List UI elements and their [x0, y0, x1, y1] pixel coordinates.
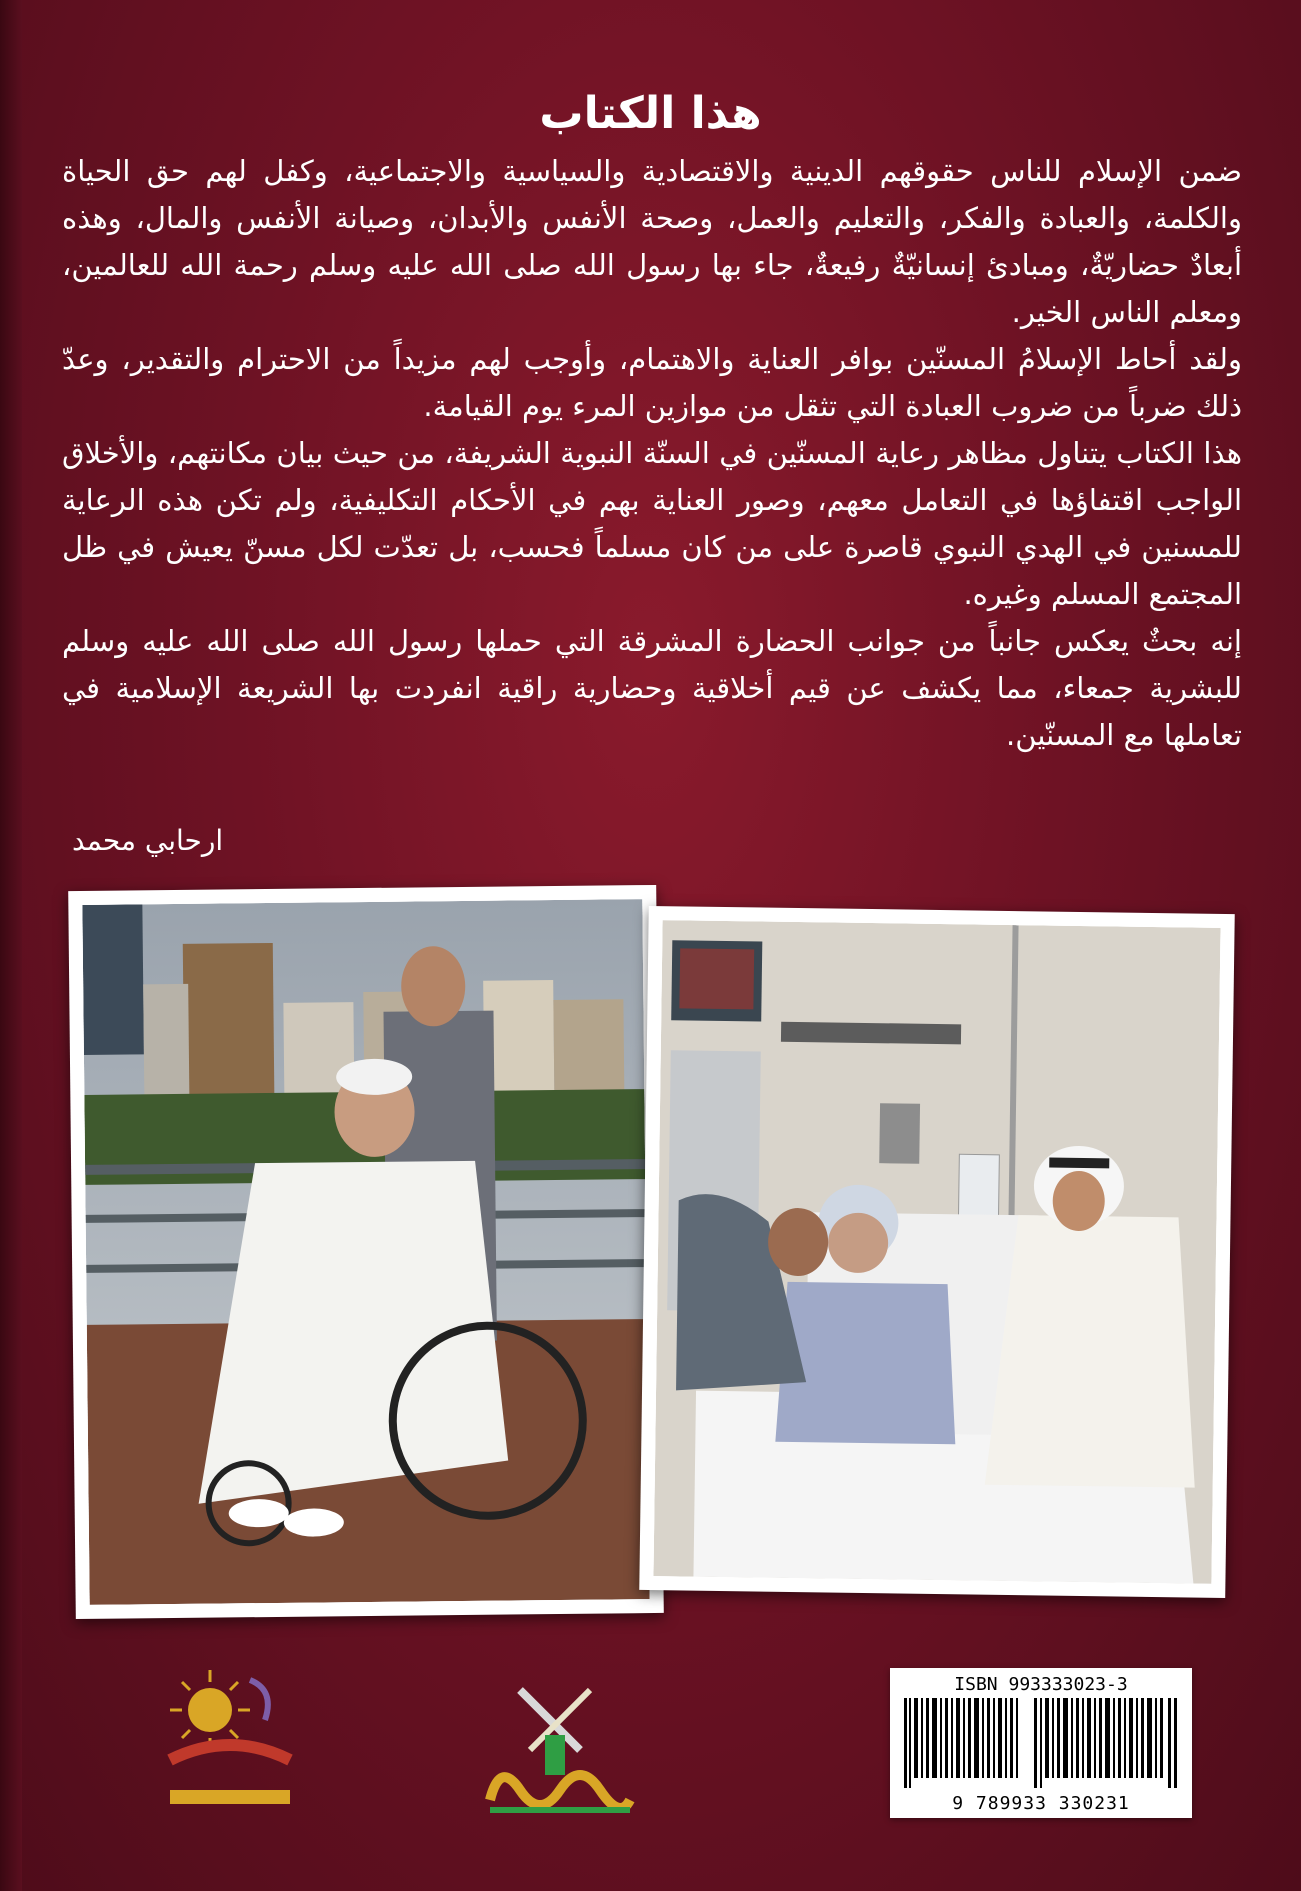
publisher-logo-al-majed [150, 1660, 310, 1820]
blurb-text [62, 148, 1242, 759]
hospital-photo-image [653, 920, 1220, 1584]
blurb-paragraph-4: إنه بحثٌ يعكس جانباً من جوانب الحضارة المشرقة التي حملها رسول الله صلى الله عليه وسلم للبشرية جمعاء، مما يكشف عن قيم أخلاقية وحضارية راقية انفردت بها الشريعة الإسلامية في تعاملها مع المسنّين. [62, 624, 1242, 752]
photo-wheelchair [68, 885, 664, 1619]
blurb-paragraph-1: ضمن الإسلام للناس حقوقهم الدينية والاقتصادية والسياسية والاجتماعية، وكفل لهم حق الحياة والكلمة، والعبادة والفكر، والتعليم والعمل، وصحة الأنفس والأبدان، وصيانة الأنفس والمال، وهذه أبعادٌ حضاريّةٌ، ومبادئ إنسانيّةٌ رفيعةٌ، جاء بها رسول الله صلى الله عليه وسلم رحمة الله للعالمين، ومعلم الناس الخير. [62, 154, 1242, 329]
sun-book-logo-icon [150, 1660, 310, 1820]
barcode-icon [904, 1698, 1178, 1788]
spine-edge [0, 0, 22, 1891]
cover-title: هذا الكتاب [539, 88, 762, 139]
wheelchair-photo-image [82, 899, 649, 1605]
blurb-paragraph-3: هذا الكتاب يتناول مظاهر رعاية المسنّين في السنّة النبوية الشريفة، من حيث بيان مكانتهم، والأخلاق الواجب اقتفاؤها في التعامل معهم، وصور العناية بهم في الأحكام التكليفية، ولم تكن هذه الرعاية للمسنين في الهدي النبوي قاصرة على من كان مسلماً فحسب، بل تعدّت لكل مسنّ يعيش في ظل المجتمع المسلم وغيره. [62, 436, 1242, 611]
barcode-digits: 9 789933 330231 [952, 1793, 1130, 1814]
isbn-barcode [890, 1668, 1192, 1818]
publisher-logo-al-asmaa [470, 1680, 640, 1830]
isbn-label: ISBN 993333023-3 [954, 1674, 1128, 1695]
blurb-paragraph-2: ولقد أحاط الإسلامُ المسنّين بوافر العناية والاهتمام، وأوجب لهم مزيداً من الاحترام والتقدير، وعدّ ذلك ضرباً من ضروب العبادة التي تثقل من موازين المرء يوم القيامة. [62, 342, 1242, 423]
author-name: ارحابي محمد [72, 824, 224, 857]
pen-logo-icon [470, 1680, 640, 1830]
photo-hospital [639, 906, 1234, 1598]
